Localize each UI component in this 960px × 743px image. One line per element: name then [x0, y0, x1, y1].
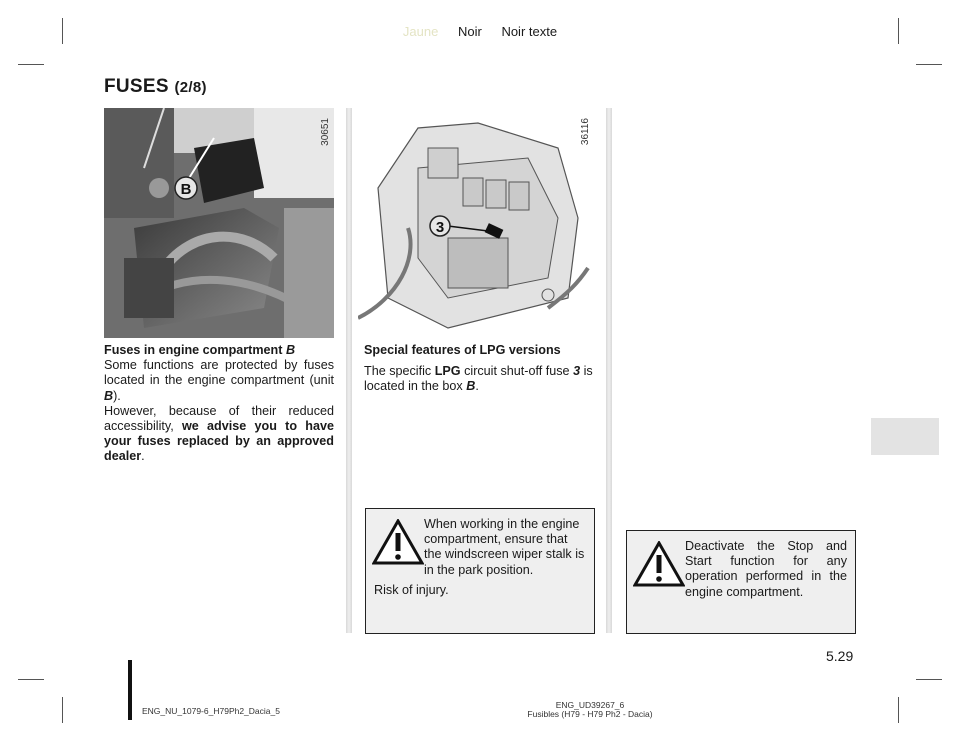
crop-mark	[916, 679, 942, 680]
warning-box-wiper	[365, 508, 595, 634]
footer-right-title: Fusibles (H79 - H79 Ph2 - Dacia)	[527, 709, 653, 719]
press-color-marks	[0, 24, 960, 39]
footer-left: ENG_NU_1079-6_H79Ph2_Dacia_5	[142, 706, 280, 716]
warning1-text: When working in the engine compartment, ensure that the windscreen wiper stalk is in the park position.	[424, 517, 585, 577]
page-title	[104, 76, 207, 98]
press-mark-noir: Noir	[457, 24, 482, 39]
left-text-line1-end: ).	[113, 388, 121, 403]
left-heading-ref: B	[285, 343, 296, 357]
crop-mark	[18, 64, 44, 65]
page-title-sub: (2/8)	[174, 79, 207, 96]
lpg-label: LPG	[434, 364, 461, 379]
crop-mark	[898, 697, 899, 723]
warning2-text: Deactivate the Stop and Start function for any operation performed in the engine compartment.	[685, 539, 847, 599]
left-text-line1: Some functions are protected by fuses located in the engine compartment (unit	[104, 358, 334, 388]
warning-triangle-icon	[633, 541, 685, 587]
footer-bar	[128, 660, 132, 720]
crop-mark	[62, 697, 63, 723]
column-divider	[346, 108, 352, 633]
page-title-main: FUSES	[104, 76, 169, 97]
photo2-callout: 3	[435, 219, 445, 236]
photo1-code: 30651	[320, 118, 331, 146]
left-text-advice: we advise you to have your fuses replaced by an approved dealer	[104, 419, 334, 464]
engine-illustration	[104, 108, 334, 338]
right-text-part: is located in the box	[364, 364, 593, 394]
fuse-box-illustration	[358, 108, 598, 338]
box-ref: B	[466, 379, 476, 394]
photo2-code: 36116	[580, 118, 591, 146]
press-mark-noir-texte: Noir texte	[501, 24, 558, 39]
right-text-part: .	[475, 379, 479, 394]
engine-compartment-photo	[104, 108, 334, 338]
left-heading: Fuses in engine compartment	[104, 343, 283, 357]
warning1-risk: Risk of injury.	[374, 583, 449, 597]
left-text-line2: However, because of their reduced accessibility,	[104, 403, 334, 434]
crop-mark	[18, 679, 44, 680]
fuse-box-drawing	[358, 108, 598, 338]
right-text-part: circuit shut-off fuse	[460, 364, 574, 379]
footer-right-code: ENG_UD39267_6	[555, 700, 625, 710]
right-column-text	[364, 343, 596, 395]
crop-mark	[916, 64, 942, 65]
warning-box-stop-start	[626, 530, 856, 634]
section-tab	[871, 418, 939, 455]
left-text-line2-end: .	[141, 449, 145, 464]
warning-triangle-icon	[372, 519, 424, 565]
fuse-ref: 3	[573, 364, 581, 379]
photo1-callout: B	[180, 181, 192, 198]
right-text-part: The specific	[364, 364, 435, 379]
press-mark-jaune: Jaune	[402, 24, 439, 39]
left-column-text	[104, 343, 334, 465]
left-text-line1-ref: B	[104, 388, 114, 403]
page-number: 5.29	[826, 648, 854, 664]
column-divider	[606, 108, 612, 633]
right-heading: Special features of LPG versions	[364, 343, 561, 357]
